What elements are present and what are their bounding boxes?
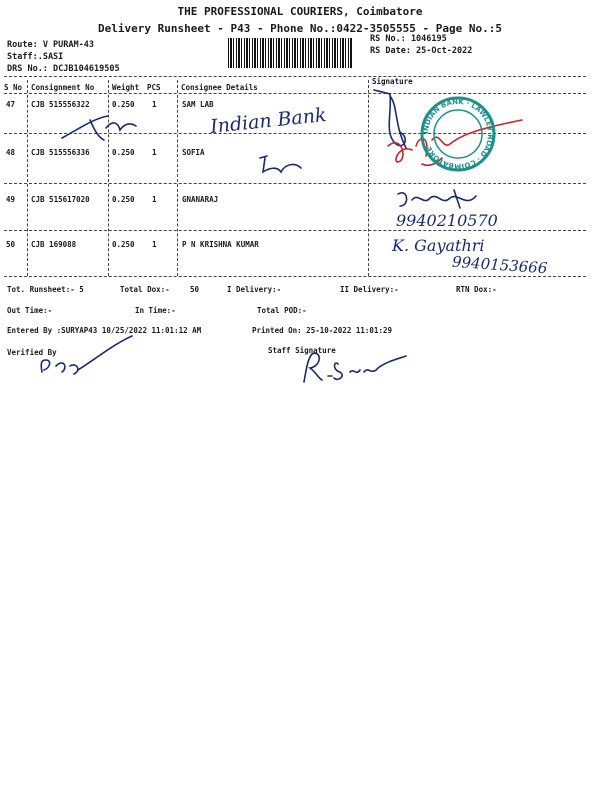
- printed-on: Printed On: 25-10-2022 11:01:29: [252, 326, 392, 335]
- staff-signature-label: Staff Signature: [268, 346, 336, 355]
- row-consignee: SOFIA: [182, 148, 205, 157]
- row49-signature: [394, 186, 494, 212]
- table-top-divider: [4, 76, 586, 77]
- verified-by-signature: [34, 332, 134, 384]
- col-sno: S No: [4, 83, 23, 92]
- indian-bank-stamp: [418, 94, 498, 174]
- row-weight: 0.250: [112, 148, 135, 157]
- row-pcs: 1: [152, 195, 157, 204]
- row50-handwritten-name: K. Gayathri: [392, 236, 485, 255]
- row-pcs: 1: [152, 148, 157, 157]
- ii-delivery: II Delivery:-: [340, 285, 399, 294]
- row-consignee: GNANARAJ: [182, 195, 219, 204]
- col-weight: Weight: [112, 83, 140, 92]
- row-consignee: P N KRISHNA KUMAR: [182, 240, 259, 249]
- row49-phone: 9940210570: [396, 211, 498, 230]
- row-weight: 0.250: [112, 240, 135, 249]
- row48-handwritten-mark: [255, 150, 305, 180]
- row50-phone: 9940153666: [451, 252, 548, 278]
- row-consignment: CJB 515556322: [31, 100, 90, 109]
- staff-signature-mark: [298, 346, 408, 386]
- total-dox-label: Total Dox:-: [120, 285, 170, 294]
- row-divider: [4, 230, 586, 231]
- row-weight: 0.250: [112, 195, 135, 204]
- row-consignment: CJB 169088: [31, 240, 77, 249]
- col-consignment: Consignment No: [31, 83, 95, 92]
- col-consignee: Consignee Details: [181, 83, 258, 92]
- row-sno: 50: [6, 240, 16, 249]
- runsheet-subtitle: Delivery Runsheet - P43 - Phone No.:0422-3505555 - Page No.:5: [98, 22, 502, 35]
- company-title: THE PROFESSIONAL COURIERS, Coimbatore: [177, 5, 423, 18]
- i-delivery: I Delivery:-: [227, 285, 282, 294]
- header-bottom-divider: [4, 93, 586, 94]
- stamp-text: INDIAN BANK · LAWLEY ROAD · COIMBATORE: [421, 97, 495, 171]
- col-signature: Signature: [372, 77, 413, 86]
- entered-by: Entered By :SURYAP43 10/25/2022 11:01:12 AM: [7, 326, 202, 335]
- row-pcs: 1: [152, 240, 157, 249]
- svg-text:INDIAN BANK · LAWLEY ROAD · CO: [422, 98, 494, 170]
- row-sno: 47: [6, 100, 16, 109]
- col-pcs: PCS: [147, 83, 161, 92]
- staff-label: Staff:.SASI: [7, 52, 64, 62]
- row-consignment: CJB 515556336: [31, 148, 90, 157]
- row-consignment: CJB 515617020: [31, 195, 90, 204]
- total-pod: Total POD:-: [257, 306, 307, 315]
- total-runsheet: Tot. Runsheet:- 5: [7, 285, 84, 294]
- row-divider: [4, 183, 586, 184]
- total-dox-value: 50: [190, 285, 200, 294]
- row-pcs: 1: [152, 100, 157, 109]
- in-time: In Time:-: [135, 306, 176, 315]
- col-divider-1: [27, 80, 28, 276]
- col-divider-4: [368, 80, 369, 276]
- handwritten-indian-bank: Indian Bank: [209, 103, 328, 139]
- row-sno: 49: [6, 195, 16, 204]
- table-bottom-divider: [4, 276, 586, 277]
- rs-number: RS No.: 1046195: [370, 34, 447, 44]
- rs-date: RS Date: 25-Oct-2022: [370, 46, 473, 56]
- row47-signature-scribble: [60, 108, 140, 148]
- drs-number: DRS No.: DCJB104619505: [7, 64, 120, 74]
- route-label: Route: V PURAM-43: [7, 40, 94, 50]
- col-divider-3: [177, 80, 178, 276]
- row-sno: 48: [6, 148, 16, 157]
- barcode: [228, 38, 352, 68]
- row-consignee: SAM LAB: [182, 100, 214, 109]
- out-time: Out Time:-: [7, 306, 53, 315]
- rtn-dox: RTN Dox:-: [456, 285, 497, 294]
- verified-by-label: Verified By: [7, 348, 57, 357]
- row-weight: 0.250: [112, 100, 135, 109]
